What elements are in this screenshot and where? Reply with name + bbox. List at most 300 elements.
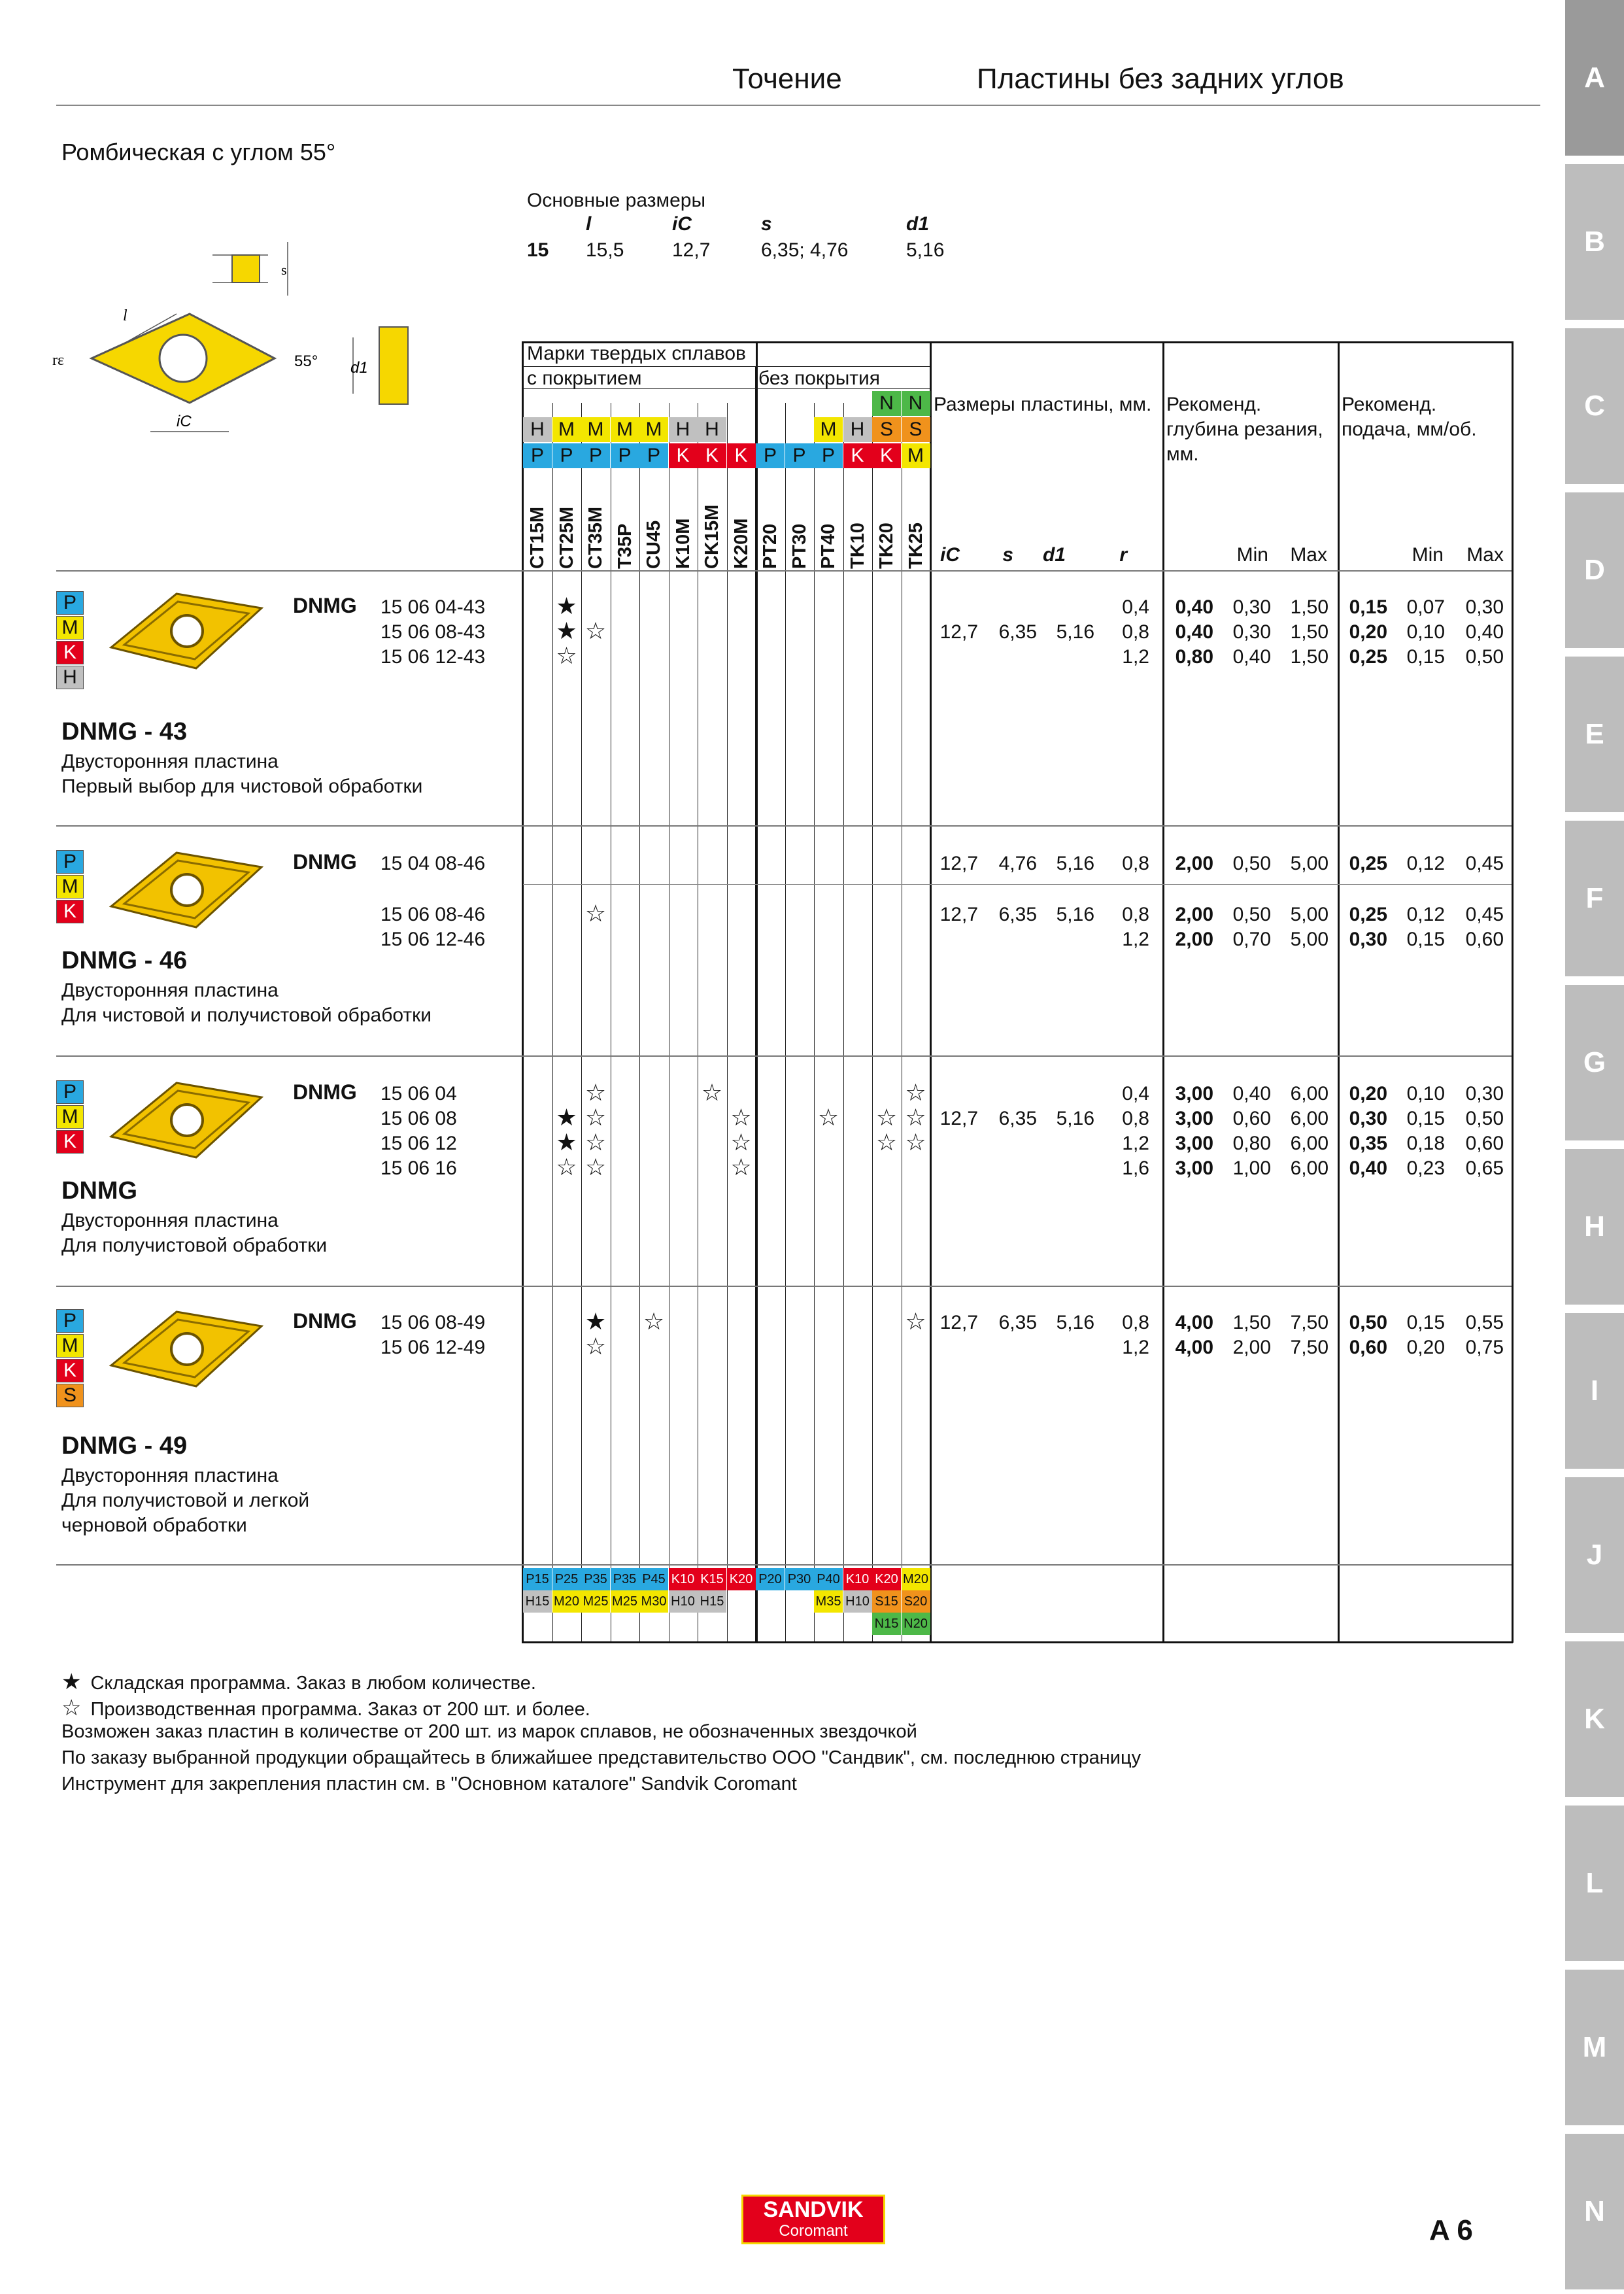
val-fmax: 0,55 (1465, 1312, 1504, 1333)
iso-cell-m: M (639, 417, 668, 442)
grade-tk25: TK25 (905, 522, 926, 569)
family-desc: Двусторонняя пластина (61, 980, 279, 1001)
group-rule (56, 570, 1512, 572)
grade-col-separator (639, 403, 640, 1643)
production-star-icon: ☆ (730, 1154, 752, 1180)
note-text: Инструмент для закрепления пластин см. в "Основном каталоге" Sandvik Coromant (61, 1773, 797, 1794)
family-desc: Для получистовой и легкой (61, 1490, 310, 1511)
production-star-icon: ☆ (584, 617, 607, 644)
val-dmin: 0,50 (1232, 904, 1271, 925)
family-name: DNMG (61, 1177, 138, 1205)
stock-star-icon: ★ (556, 1129, 577, 1156)
val-fmax: 0,60 (1465, 929, 1504, 950)
footer-code: S20 (902, 1590, 930, 1613)
val-dmin: 0,60 (1232, 1108, 1271, 1129)
production-star-icon: ☆ (817, 1104, 839, 1131)
table-vline (1162, 341, 1164, 1643)
val-d1: 5,16 (1056, 621, 1094, 643)
tab-c[interactable]: C (1565, 328, 1624, 484)
col-head-s: s (1002, 544, 1013, 566)
note-line (61, 1695, 590, 1721)
iso-cell-p: P (756, 443, 785, 468)
grade-col-separator (581, 403, 582, 1643)
val-ic: 12,7 (939, 904, 978, 925)
production-star-icon: ☆ (905, 1308, 926, 1335)
tab-f[interactable]: F (1565, 821, 1624, 976)
page-header-title: Пластины без задних углов (977, 63, 1344, 95)
iso-badge-p: P (56, 1080, 84, 1104)
val-fmax: 0,50 (1465, 646, 1504, 668)
insert-code: 15 06 08-46 (381, 904, 486, 925)
d1-label: d1 (350, 359, 368, 377)
val-dmax: 6,00 (1290, 1083, 1328, 1104)
val-fmax: 0,50 (1465, 1108, 1504, 1129)
insert-image (105, 589, 268, 674)
val-fmax: 0,75 (1465, 1337, 1504, 1358)
footer-code: H15 (523, 1590, 552, 1613)
note-line (61, 1773, 797, 1795)
production-star-icon: ☆ (556, 1154, 577, 1180)
val-fmax: 0,30 (1465, 596, 1504, 618)
insert-code: 15 06 16 (381, 1157, 457, 1179)
footer-code: P30 (785, 1568, 814, 1590)
val-dmax: 7,50 (1290, 1312, 1328, 1333)
val-dep: 2,00 (1175, 929, 1213, 950)
val-dmin: 0,30 (1232, 621, 1271, 643)
footer-code: H10 (669, 1590, 698, 1613)
val-dep: 2,00 (1175, 904, 1213, 925)
val-dep: 0,40 (1175, 621, 1213, 643)
tab-i[interactable]: I (1565, 1313, 1624, 1469)
iso-cell-p: P (552, 443, 581, 468)
insert-code: 15 06 08 (381, 1108, 457, 1129)
insert-code: 15 06 12-46 (381, 929, 486, 950)
tab-d[interactable]: D (1565, 492, 1624, 648)
val-fmin: 0,12 (1406, 853, 1445, 874)
stock-star-icon: ★ (61, 1669, 82, 1694)
val-s: 6,35 (998, 1312, 1037, 1333)
grade-cu45: CU45 (643, 520, 664, 569)
production-star-icon: ☆ (584, 1079, 607, 1106)
table-vline (522, 341, 524, 1643)
val-dmax: 5,00 (1290, 929, 1328, 950)
iso-cell-m: M (611, 417, 639, 442)
insert-code: 15 06 12-49 (381, 1337, 486, 1358)
val-ic: 12,7 (939, 853, 978, 874)
val-feed: 0,60 (1349, 1337, 1387, 1358)
note-text: Производственная программа. Заказ от 200 шт. и более. (90, 1699, 590, 1720)
grade-ct25m: CT25M (556, 506, 577, 569)
val-fmax: 0,40 (1465, 621, 1504, 643)
iso-cell-p: P (814, 443, 843, 468)
iso-cell-m: M (552, 417, 581, 442)
tab-n[interactable]: N (1565, 2134, 1624, 2289)
stock-star-icon: ★ (584, 1308, 607, 1335)
re-label: rε (52, 352, 65, 369)
footer-code: P25 (552, 1568, 581, 1590)
footer-code: P40 (814, 1568, 843, 1590)
footer-code: H10 (843, 1590, 872, 1613)
insert-code: 15 06 04-43 (381, 596, 486, 618)
footer-code: M20 (902, 1568, 930, 1590)
val-dmax: 1,50 (1290, 621, 1328, 643)
grade-ct35m: CT35M (585, 506, 606, 569)
table-vline (1512, 341, 1514, 1643)
val-dmax: 6,00 (1290, 1157, 1328, 1179)
iso-cell-k: K (727, 443, 756, 468)
table-top-rule (756, 341, 1512, 343)
val-dmin: 0,80 (1232, 1133, 1271, 1154)
col-head-ic: iC (940, 544, 960, 566)
production-star-icon: ☆ (905, 1129, 926, 1156)
val-feed: 0,50 (1349, 1312, 1387, 1333)
production-star-icon: ☆ (730, 1104, 752, 1131)
val-fmin: 0,18 (1406, 1133, 1445, 1154)
dims-val-l: 15,5 (586, 239, 624, 261)
grade-k10m: K10M (672, 518, 694, 569)
iso-badge-m: M (56, 1334, 84, 1358)
val-r: 0,4 (1122, 1083, 1149, 1104)
page-number: A 6 (1429, 2214, 1473, 2246)
ic-label: iC (177, 413, 192, 430)
logo-top: SANDVIK (763, 2197, 864, 2222)
grade-k20m: K20M (730, 518, 752, 569)
iso-cell-p: P (785, 443, 814, 468)
insert-image (105, 1307, 268, 1392)
val-feed: 0,20 (1349, 621, 1387, 643)
footer-code: H15 (698, 1590, 726, 1613)
family-code: DNMG (293, 1309, 357, 1333)
val-dmin: 1,50 (1232, 1312, 1271, 1333)
dims-val-ic: 12,7 (672, 239, 711, 261)
iso-badge-k: K (56, 641, 84, 664)
val-r: 1,2 (1122, 1337, 1149, 1358)
val-dmin: 0,30 (1232, 596, 1271, 618)
grade-pt30: PT30 (788, 523, 810, 569)
table-vline (1338, 341, 1340, 1643)
family-desc: Двусторонняя пластина (61, 1210, 279, 1231)
grade-t35p: T35P (614, 523, 635, 569)
val-d1: 5,16 (1056, 853, 1094, 874)
dims-col-d1: d1 (906, 213, 930, 235)
stock-star-icon: ★ (556, 1104, 577, 1131)
val-r: 0,8 (1122, 1108, 1149, 1129)
val-dmax: 6,00 (1290, 1108, 1328, 1129)
val-dep: 4,00 (1175, 1337, 1213, 1358)
val-r: 0,8 (1122, 853, 1149, 874)
note-line (61, 1747, 1141, 1769)
iso-cell-n: N (872, 391, 901, 416)
val-s: 6,35 (998, 904, 1037, 925)
footer-code: P20 (756, 1568, 785, 1590)
iso-badge-k: K (56, 900, 84, 923)
insert-code: 15 06 04 (381, 1083, 457, 1104)
val-dmax: 6,00 (1290, 1133, 1328, 1154)
footer-code: P35 (581, 1568, 610, 1590)
insert-image (105, 1078, 268, 1163)
sub-rule (523, 884, 930, 885)
val-fmin: 0,10 (1406, 1083, 1445, 1104)
tab-m[interactable]: M (1565, 1970, 1624, 2125)
note-line (61, 1669, 536, 1695)
iso-cell-h: H (669, 417, 698, 442)
val-dmin: 1,00 (1232, 1157, 1271, 1179)
group-rule (56, 825, 1512, 827)
val-r: 0,8 (1122, 1312, 1149, 1333)
section-title: Точение (732, 63, 842, 95)
val-feed: 0,20 (1349, 1083, 1387, 1104)
footer-code: P15 (523, 1568, 552, 1590)
val-fmax: 0,45 (1465, 853, 1504, 874)
val-fmin: 0,15 (1406, 646, 1445, 668)
val-feed: 0,25 (1349, 853, 1387, 874)
val-fmin: 0,15 (1406, 1312, 1445, 1333)
iso-cell-p: P (639, 443, 668, 468)
dims-col-ic: iC (672, 213, 692, 235)
dims-title: Размеры пластины, мм. (934, 394, 1152, 415)
iso-cell-s: S (872, 417, 901, 442)
tab-j[interactable]: J (1565, 1477, 1624, 1633)
val-dep: 3,00 (1175, 1108, 1213, 1129)
grade-head-rule (523, 366, 930, 367)
grade-tk10: TK10 (847, 522, 868, 569)
production-star-icon: ☆ (556, 642, 577, 669)
val-fmax: 0,60 (1465, 1133, 1504, 1154)
angle-label: 55° (294, 352, 318, 370)
family-name: DNMG - 46 (61, 947, 188, 974)
footer-code: S15 (872, 1590, 901, 1613)
footer-code: K10 (843, 1568, 872, 1590)
val-fmax: 0,65 (1465, 1157, 1504, 1179)
val-r: 1,6 (1122, 1157, 1149, 1179)
iso-badge-m: M (56, 1105, 84, 1129)
val-fmin: 0,12 (1406, 904, 1445, 925)
iso-badge-m: M (56, 875, 84, 899)
feed-title: Рекоменд. подача, мм/об. (1342, 394, 1477, 440)
val-dmax: 5,00 (1290, 904, 1328, 925)
val-fmin: 0,15 (1406, 1108, 1445, 1129)
footer-code: K15 (698, 1568, 726, 1590)
grade-col-separator (727, 403, 728, 1643)
grade-col-separator (552, 403, 553, 1643)
iso-cell-s: S (902, 417, 930, 442)
insert-code: 15 04 08-46 (381, 853, 486, 874)
iso-cell-m: M (581, 417, 610, 442)
iso-cell-h: H (523, 417, 552, 442)
val-dmax: 5,00 (1290, 853, 1328, 874)
val-dmin: 2,00 (1232, 1337, 1271, 1358)
footer-code: N15 (872, 1613, 901, 1635)
sandvik-logo (741, 2195, 885, 2244)
val-feed: 0,25 (1349, 904, 1387, 925)
val-dmax: 7,50 (1290, 1337, 1328, 1358)
s-label: s (281, 262, 287, 278)
note-text: По заказу выбранной продукции обращайтесь в ближайшее представительство ООО "Сандвик", см. последнюю страницу (61, 1747, 1142, 1768)
dims-col-s: s (761, 213, 772, 235)
footer-code: M25 (611, 1590, 639, 1613)
grade-col-separator (785, 403, 786, 1643)
val-fmin: 0,15 (1406, 929, 1445, 950)
col-head-max: Max (1466, 544, 1504, 566)
val-dep: 3,00 (1175, 1083, 1213, 1104)
val-feed: 0,15 (1349, 596, 1387, 618)
val-dep: 0,40 (1175, 596, 1213, 618)
dims-size-code: 15 (527, 239, 549, 261)
footer-code: M25 (581, 1590, 610, 1613)
tab-e[interactable]: E (1565, 657, 1624, 812)
family-code: DNMG (293, 1080, 357, 1104)
val-fmin: 0,07 (1406, 596, 1445, 618)
val-ic: 12,7 (939, 1108, 978, 1129)
val-feed: 0,40 (1349, 1157, 1387, 1179)
production-star-icon: ☆ (584, 1104, 607, 1131)
tab-b[interactable]: B (1565, 164, 1624, 320)
col-head-max: Max (1290, 544, 1327, 566)
coated-label: с покрытием (527, 368, 642, 389)
tab-l[interactable]: L (1565, 1806, 1624, 1961)
val-fmin: 0,10 (1406, 621, 1445, 643)
val-ic: 12,7 (939, 1312, 978, 1333)
group-rule (56, 1055, 1512, 1057)
val-d1: 5,16 (1056, 1108, 1094, 1129)
family-code: DNMG (293, 594, 357, 617)
note-text: Складская программа. Заказ в любом количестве. (90, 1673, 536, 1694)
col-head-d1: d1 (1042, 544, 1066, 566)
val-dep: 2,00 (1175, 853, 1213, 874)
iso-cell-k: K (872, 443, 901, 468)
production-star-icon: ☆ (875, 1129, 898, 1156)
production-star-icon: ☆ (61, 1696, 82, 1720)
logo-bottom: Coromant (743, 2223, 883, 2240)
iso-badge-h: H (56, 666, 84, 689)
footer-code: M35 (814, 1590, 843, 1613)
sub-rule (930, 884, 1512, 885)
footer-code: N20 (902, 1613, 930, 1635)
iso-badge-k: K (56, 1359, 84, 1382)
group-rule (56, 1286, 1512, 1287)
group-rule (56, 1564, 1512, 1566)
production-star-icon: ☆ (875, 1104, 898, 1131)
header-rule (56, 105, 1540, 106)
iso-badge-m: M (56, 616, 84, 640)
footer-code: K20 (727, 1568, 756, 1590)
val-dep: 3,00 (1175, 1157, 1213, 1179)
production-star-icon: ☆ (905, 1104, 926, 1131)
l-label: l (123, 307, 127, 324)
val-r: 0,8 (1122, 904, 1149, 925)
footer-code: K10 (669, 1568, 698, 1590)
iso-cell-n: N (902, 391, 930, 416)
note-line (61, 1721, 917, 1743)
iso-cell-m: M (902, 443, 930, 468)
val-fmin: 0,23 (1406, 1157, 1445, 1179)
tab-k[interactable]: K (1565, 1641, 1624, 1797)
val-dmax: 1,50 (1290, 596, 1328, 618)
stock-star-icon: ★ (556, 617, 577, 644)
val-r: 0,4 (1122, 596, 1149, 618)
production-star-icon: ☆ (584, 1333, 607, 1360)
production-star-icon: ☆ (730, 1129, 752, 1156)
iso-badge-s: S (56, 1384, 84, 1407)
val-dep: 3,00 (1175, 1133, 1213, 1154)
val-fmin: 0,20 (1406, 1337, 1445, 1358)
val-d1: 5,16 (1056, 904, 1094, 925)
iso-cell-h: H (698, 417, 726, 442)
val-fmax: 0,45 (1465, 904, 1504, 925)
iso-badge-p: P (56, 850, 84, 874)
grade-tk20: TK20 (876, 522, 897, 569)
iso-badge-p: P (56, 1309, 84, 1333)
val-r: 1,2 (1122, 646, 1149, 668)
family-name: DNMG - 49 (61, 1432, 188, 1460)
val-feed: 0,35 (1349, 1133, 1387, 1154)
insert-diagram (52, 222, 471, 445)
col-head-min: Min (1412, 544, 1444, 566)
footer-code: M20 (552, 1590, 581, 1613)
dims-val-s: 6,35; 4,76 (761, 239, 849, 261)
val-feed: 0,25 (1349, 646, 1387, 668)
footer-code: P35 (611, 1568, 639, 1590)
production-star-icon: ☆ (584, 900, 607, 927)
shape-title: Ромбическая с углом 55° (61, 139, 336, 165)
val-fmax: 0,30 (1465, 1083, 1504, 1104)
dims-col-l: l (586, 213, 592, 235)
val-r: 1,2 (1122, 1133, 1149, 1154)
col-head-min: Min (1236, 544, 1268, 566)
table-vline (930, 341, 932, 1643)
tab-a[interactable]: A (1565, 0, 1624, 156)
val-dmin: 0,40 (1232, 646, 1271, 668)
insert-code: 15 06 12-43 (381, 646, 486, 668)
family-code: DNMG (293, 850, 357, 874)
tab-g[interactable]: G (1565, 985, 1624, 1140)
tab-h[interactable]: H (1565, 1149, 1624, 1305)
val-dmin: 0,40 (1232, 1083, 1271, 1104)
iso-cell-p: P (611, 443, 639, 468)
iso-cell-k: K (843, 443, 872, 468)
insert-code: 15 06 12 (381, 1133, 457, 1154)
iso-cell-k: K (698, 443, 726, 468)
val-r: 1,2 (1122, 929, 1149, 950)
iso-cell-p: P (523, 443, 552, 468)
production-star-icon: ☆ (584, 1154, 607, 1180)
iso-cell-p: P (581, 443, 610, 468)
table-bottom-rule (522, 1641, 1513, 1643)
iso-cell-k: K (669, 443, 698, 468)
iso-badge-p: P (56, 591, 84, 615)
grade-col-separator (843, 403, 844, 1643)
grade-ct15m: CT15M (527, 506, 548, 569)
col-head-r: r (1119, 544, 1127, 566)
val-r: 0,8 (1122, 621, 1149, 643)
uncoated-label: без покрытия (758, 368, 881, 389)
note-text: Возможен заказ пластин в количестве от 200 шт. из марок сплавов, не обозначенных звездочкой (61, 1721, 917, 1742)
grade-col-separator (872, 403, 873, 1643)
val-feed: 0,30 (1349, 1108, 1387, 1129)
family-desc: Первый выбор для чистовой обработки (61, 776, 423, 797)
depth-title: Рекоменд. глубина резания, мм. (1166, 394, 1323, 465)
iso-badge-k: K (56, 1130, 84, 1154)
insert-image (105, 847, 268, 933)
grade-col-separator (814, 403, 815, 1643)
footer-code: P45 (639, 1568, 668, 1590)
production-star-icon: ☆ (643, 1308, 665, 1335)
production-star-icon: ☆ (905, 1079, 926, 1106)
val-dmax: 1,50 (1290, 646, 1328, 668)
dims-heading: Основные размеры (527, 190, 706, 211)
footer-code: K20 (872, 1568, 901, 1590)
stock-star-icon: ★ (556, 592, 577, 619)
